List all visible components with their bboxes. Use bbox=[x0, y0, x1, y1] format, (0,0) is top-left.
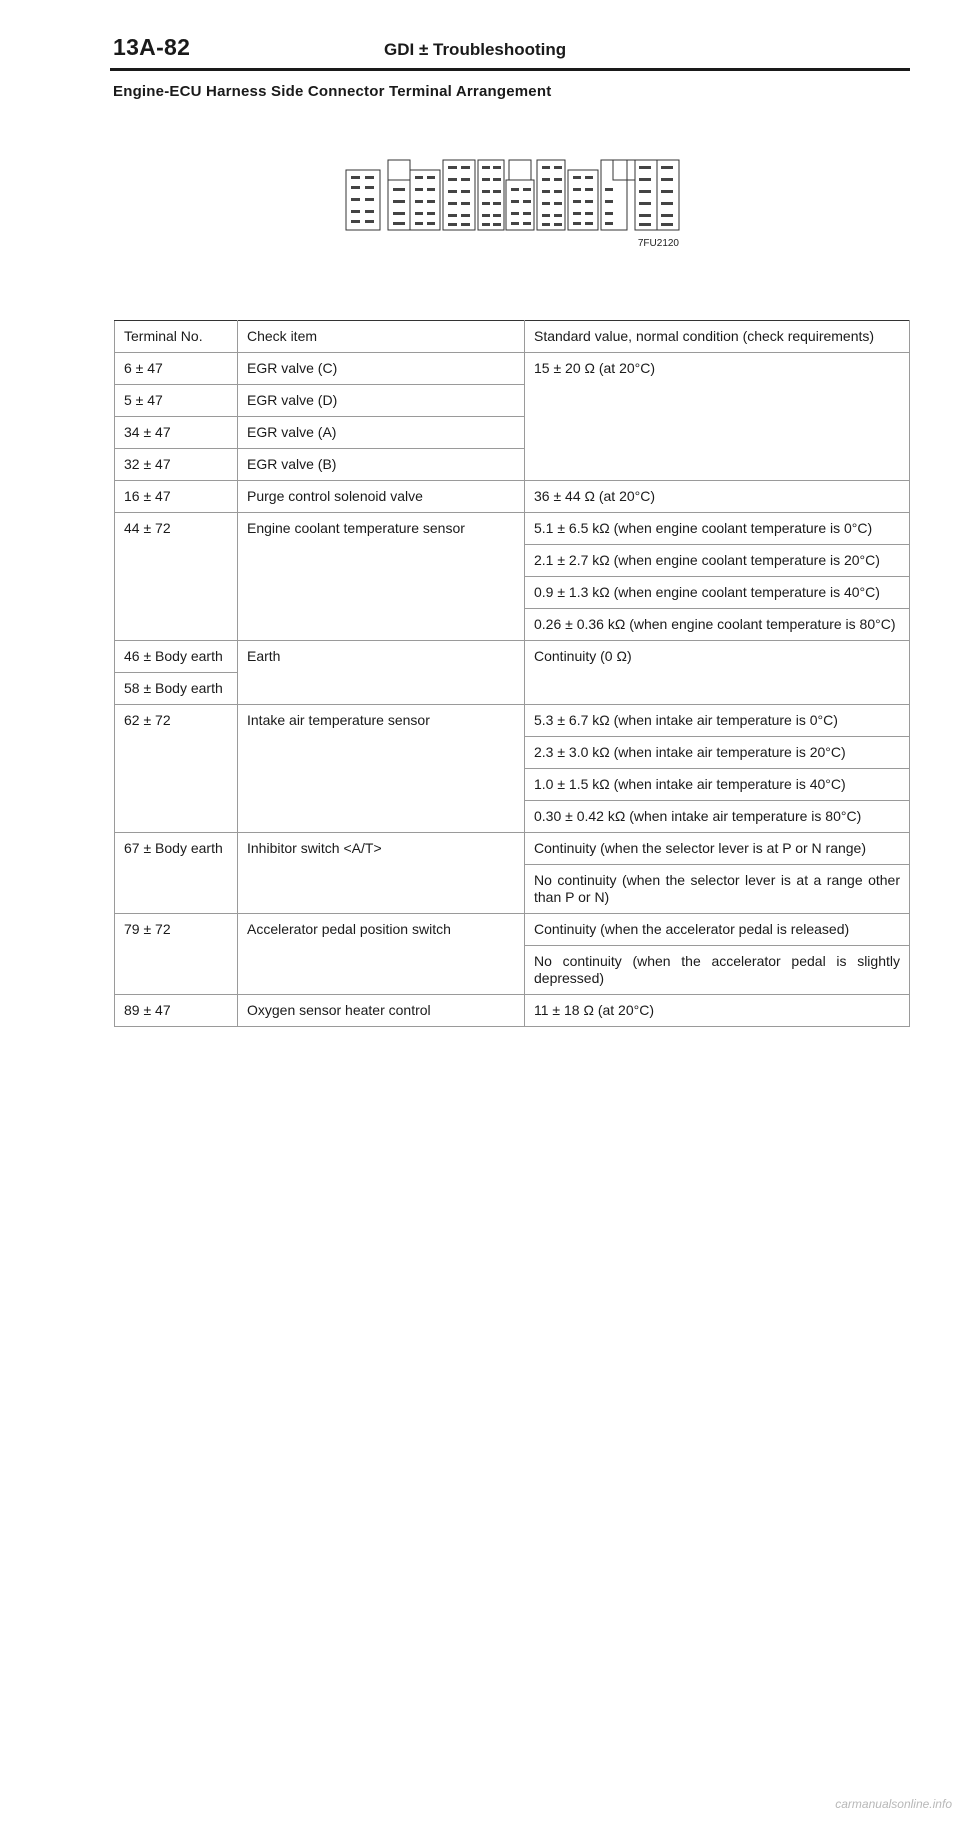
connector-block-11 bbox=[657, 160, 679, 230]
connector-key-2 bbox=[509, 160, 531, 180]
table-header-row bbox=[115, 321, 910, 353]
terminal-cell: 79 ± 72 bbox=[115, 914, 238, 995]
terminal-cell: 62 ± 72 bbox=[115, 705, 238, 833]
table-row bbox=[115, 705, 910, 737]
table-row bbox=[115, 481, 910, 513]
header-standard-value: Standard value, normal condition (check requirements) bbox=[525, 321, 910, 353]
check-item-cell: EGR valve (C) bbox=[238, 353, 525, 385]
header-terminal-no: Terminal No. bbox=[115, 321, 238, 353]
check-item-cell: Engine coolant temperature sensor bbox=[238, 513, 525, 641]
standard-value-cell: No continuity (when the selector lever is at a range other than P or N) bbox=[525, 865, 910, 914]
table-row bbox=[115, 353, 910, 385]
table-row bbox=[115, 513, 910, 545]
connector-block-9 bbox=[601, 160, 627, 230]
standard-value-cell: 1.0 ± 1.5 kΩ (when intake air temperature is 40°C) bbox=[525, 769, 910, 801]
check-item-cell: Earth bbox=[238, 641, 525, 705]
figure-code: 7FU2120 bbox=[637, 238, 679, 249]
standard-value-cell: 15 ± 20 Ω (at 20°C) bbox=[525, 353, 910, 481]
standard-value-cell: 0.30 ± 0.42 kΩ (when intake air temperature is 80°C) bbox=[525, 801, 910, 833]
connector-key-3 bbox=[613, 160, 635, 180]
header-check-item: Check item bbox=[238, 321, 525, 353]
check-item-cell: Inhibitor switch <A/T> bbox=[238, 833, 525, 914]
connector-block-4 bbox=[443, 160, 475, 230]
section-title: Engine-ECU Harness Side Connector Terminal Arrangement bbox=[113, 83, 552, 100]
standard-value-cell: 5.3 ± 6.7 kΩ (when intake air temperature is 0°C) bbox=[525, 705, 910, 737]
terminal-cell: 44 ± 72 bbox=[115, 513, 238, 641]
connector-block-10 bbox=[635, 160, 657, 230]
table-row bbox=[115, 914, 910, 946]
standard-value-cell: 0.9 ± 1.3 kΩ (when engine coolant temperature is 40°C) bbox=[525, 577, 910, 609]
check-item-cell: Accelerator pedal position switch bbox=[238, 914, 525, 995]
standard-value-cell: 2.1 ± 2.7 kΩ (when engine coolant temperature is 20°C) bbox=[525, 545, 910, 577]
check-item-cell: Intake air temperature sensor bbox=[238, 705, 525, 833]
terminal-cell: 16 ± 47 bbox=[115, 481, 238, 513]
terminal-cell: 58 ± Body earth bbox=[115, 673, 238, 705]
table-row bbox=[115, 641, 910, 673]
standard-value-cell: Continuity (when the accelerator pedal is released) bbox=[525, 914, 910, 946]
table-row bbox=[115, 995, 910, 1027]
terminal-cell: 67 ± Body earth bbox=[115, 833, 238, 914]
standard-value-cell: Continuity (0 Ω) bbox=[525, 641, 910, 705]
connector-terminal-diagram bbox=[343, 158, 683, 250]
page-number: 13A-82 bbox=[113, 34, 191, 60]
page-header-title: GDI ± Troubleshooting bbox=[384, 40, 567, 59]
connector-block-5 bbox=[478, 160, 504, 230]
connector-block-3 bbox=[410, 170, 440, 230]
check-item-cell: Oxygen sensor heater control bbox=[238, 995, 525, 1027]
terminal-cell: 32 ± 47 bbox=[115, 449, 238, 481]
check-item-cell: Purge control solenoid valve bbox=[238, 481, 525, 513]
standard-value-cell: 11 ± 18 Ω (at 20°C) bbox=[525, 995, 910, 1027]
terminal-cell: 5 ± 47 bbox=[115, 385, 238, 417]
footer-watermark: carmanualsonline.info bbox=[835, 1797, 952, 1811]
header-rule bbox=[110, 68, 910, 71]
check-item-cell: EGR valve (D) bbox=[238, 385, 525, 417]
connector-key-1 bbox=[388, 160, 410, 180]
connector-block-8 bbox=[568, 170, 598, 230]
terminal-cell: 34 ± 47 bbox=[115, 417, 238, 449]
connector-block-7 bbox=[537, 160, 565, 230]
check-item-cell: EGR valve (B) bbox=[238, 449, 525, 481]
standard-value-cell: 36 ± 44 Ω (at 20°C) bbox=[525, 481, 910, 513]
standard-value-cell: 0.26 ± 0.36 kΩ (when engine coolant temperature is 80°C) bbox=[525, 609, 910, 641]
terminal-check-table bbox=[114, 320, 910, 1027]
terminal-cell: 6 ± 47 bbox=[115, 353, 238, 385]
check-item-cell: EGR valve (A) bbox=[238, 417, 525, 449]
table-row bbox=[115, 833, 910, 865]
connector-drawing bbox=[343, 158, 683, 250]
standard-value-cell: Continuity (when the selector lever is at P or N range) bbox=[525, 833, 910, 865]
terminal-cell: 89 ± 47 bbox=[115, 995, 238, 1027]
terminal-cell: 46 ± Body earth bbox=[115, 641, 238, 673]
standard-value-cell: No continuity (when the accelerator pedal is slightly depressed) bbox=[525, 946, 910, 995]
standard-value-cell: 5.1 ± 6.5 kΩ (when engine coolant temperature is 0°C) bbox=[525, 513, 910, 545]
standard-value-cell: 2.3 ± 3.0 kΩ (when intake air temperature is 20°C) bbox=[525, 737, 910, 769]
